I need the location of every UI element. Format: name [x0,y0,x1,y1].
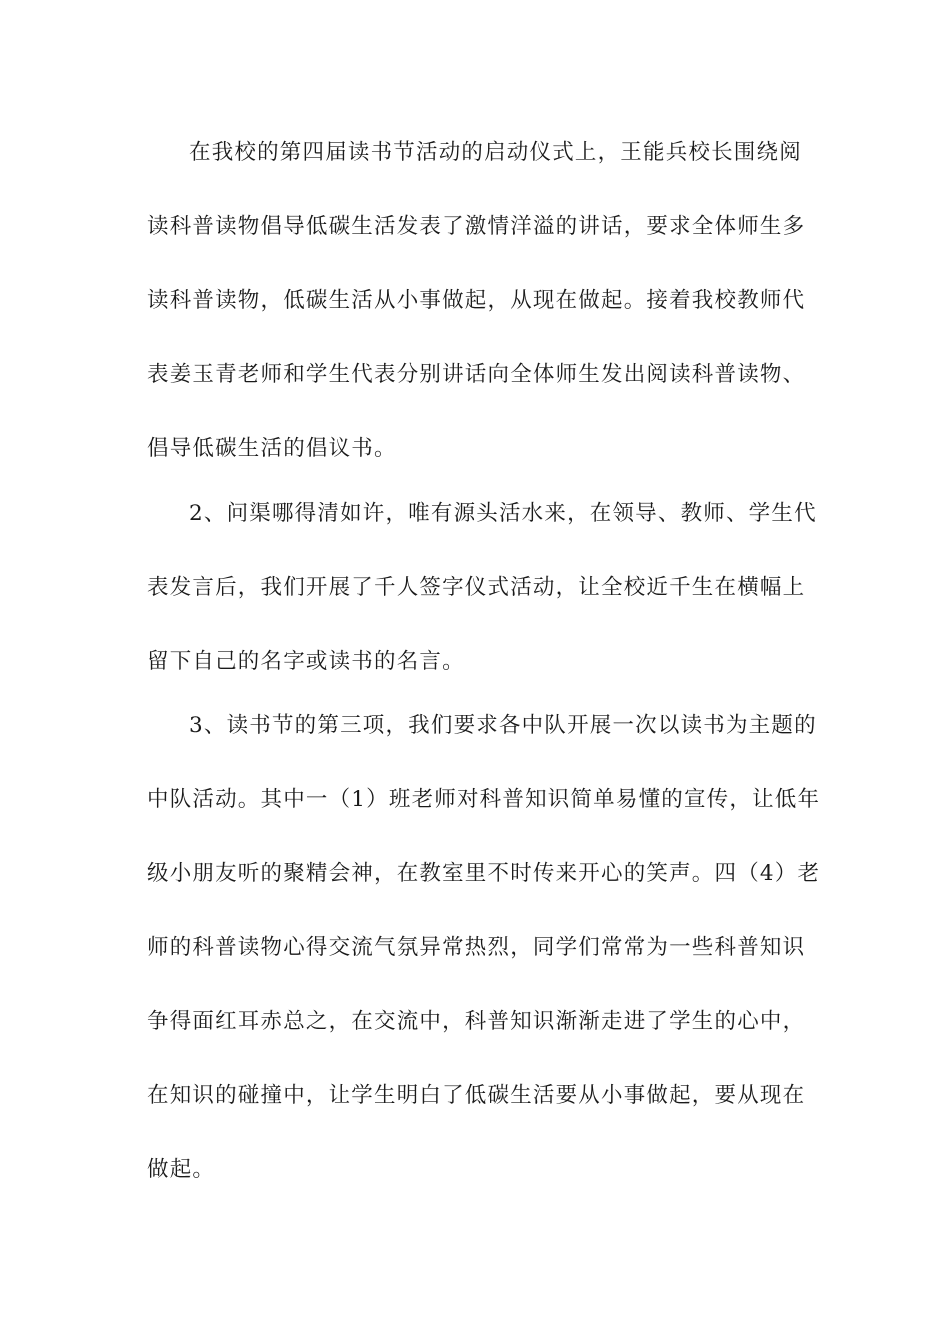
paragraph-1-line-5: 倡导低碳生活的倡议书。 [147,436,397,461]
paragraph-2-line-2: 表发言后，我们开展了千人签字仪式活动，让全校近千生在横幅上 [147,575,806,600]
paragraph-3-line-3: 级小朋友听的聚精会神，在教室里不时传来开心的笑声。四（4）老 [147,861,821,886]
paragraph-3-line-7: 做起。 [147,1157,216,1182]
paragraph-3-line-6: 在知识的碰撞中，让学生明白了低碳生活要从小事做起，要从现在 [147,1083,806,1108]
paragraph-3-line-4: 师的科普读物心得交流气氛异常热烈，同学们常常为一些科普知识 [147,935,806,960]
paragraph-1-line-2: 读科普读物倡导低碳生活发表了激情洋溢的讲话，要求全体师生多 [147,214,806,239]
paragraph-2-line-3: 留下自己的名字或读书的名言。 [147,649,465,674]
paragraph-3-line-1: 3、读书节的第三项，我们要求各中队开展一次以读书为主题的 [189,713,817,738]
paragraph-1-line-4: 表姜玉青老师和学生代表分别讲话向全体师生发出阅读科普读物、 [147,362,806,387]
paragraph-3-line-5: 争得面红耳赤总之，在交流中，科普知识渐渐走进了学生的心中， [147,1009,806,1034]
paragraph-1-line-1: 在我校的第四届读书节活动的启动仪式上，王能兵校长围绕阅 [189,140,802,165]
paragraph-2-line-1: 2、问渠哪得清如许，唯有源头活水来，在领导、教师、学生代 [189,501,817,526]
paragraph-1-line-3: 读科普读物，低碳生活从小事做起，从现在做起。接着我校教师代 [147,288,806,313]
paragraph-3-line-2: 中队活动。其中一（1）班老师对科普知识简单易懂的宣传，让低年 [147,787,821,812]
